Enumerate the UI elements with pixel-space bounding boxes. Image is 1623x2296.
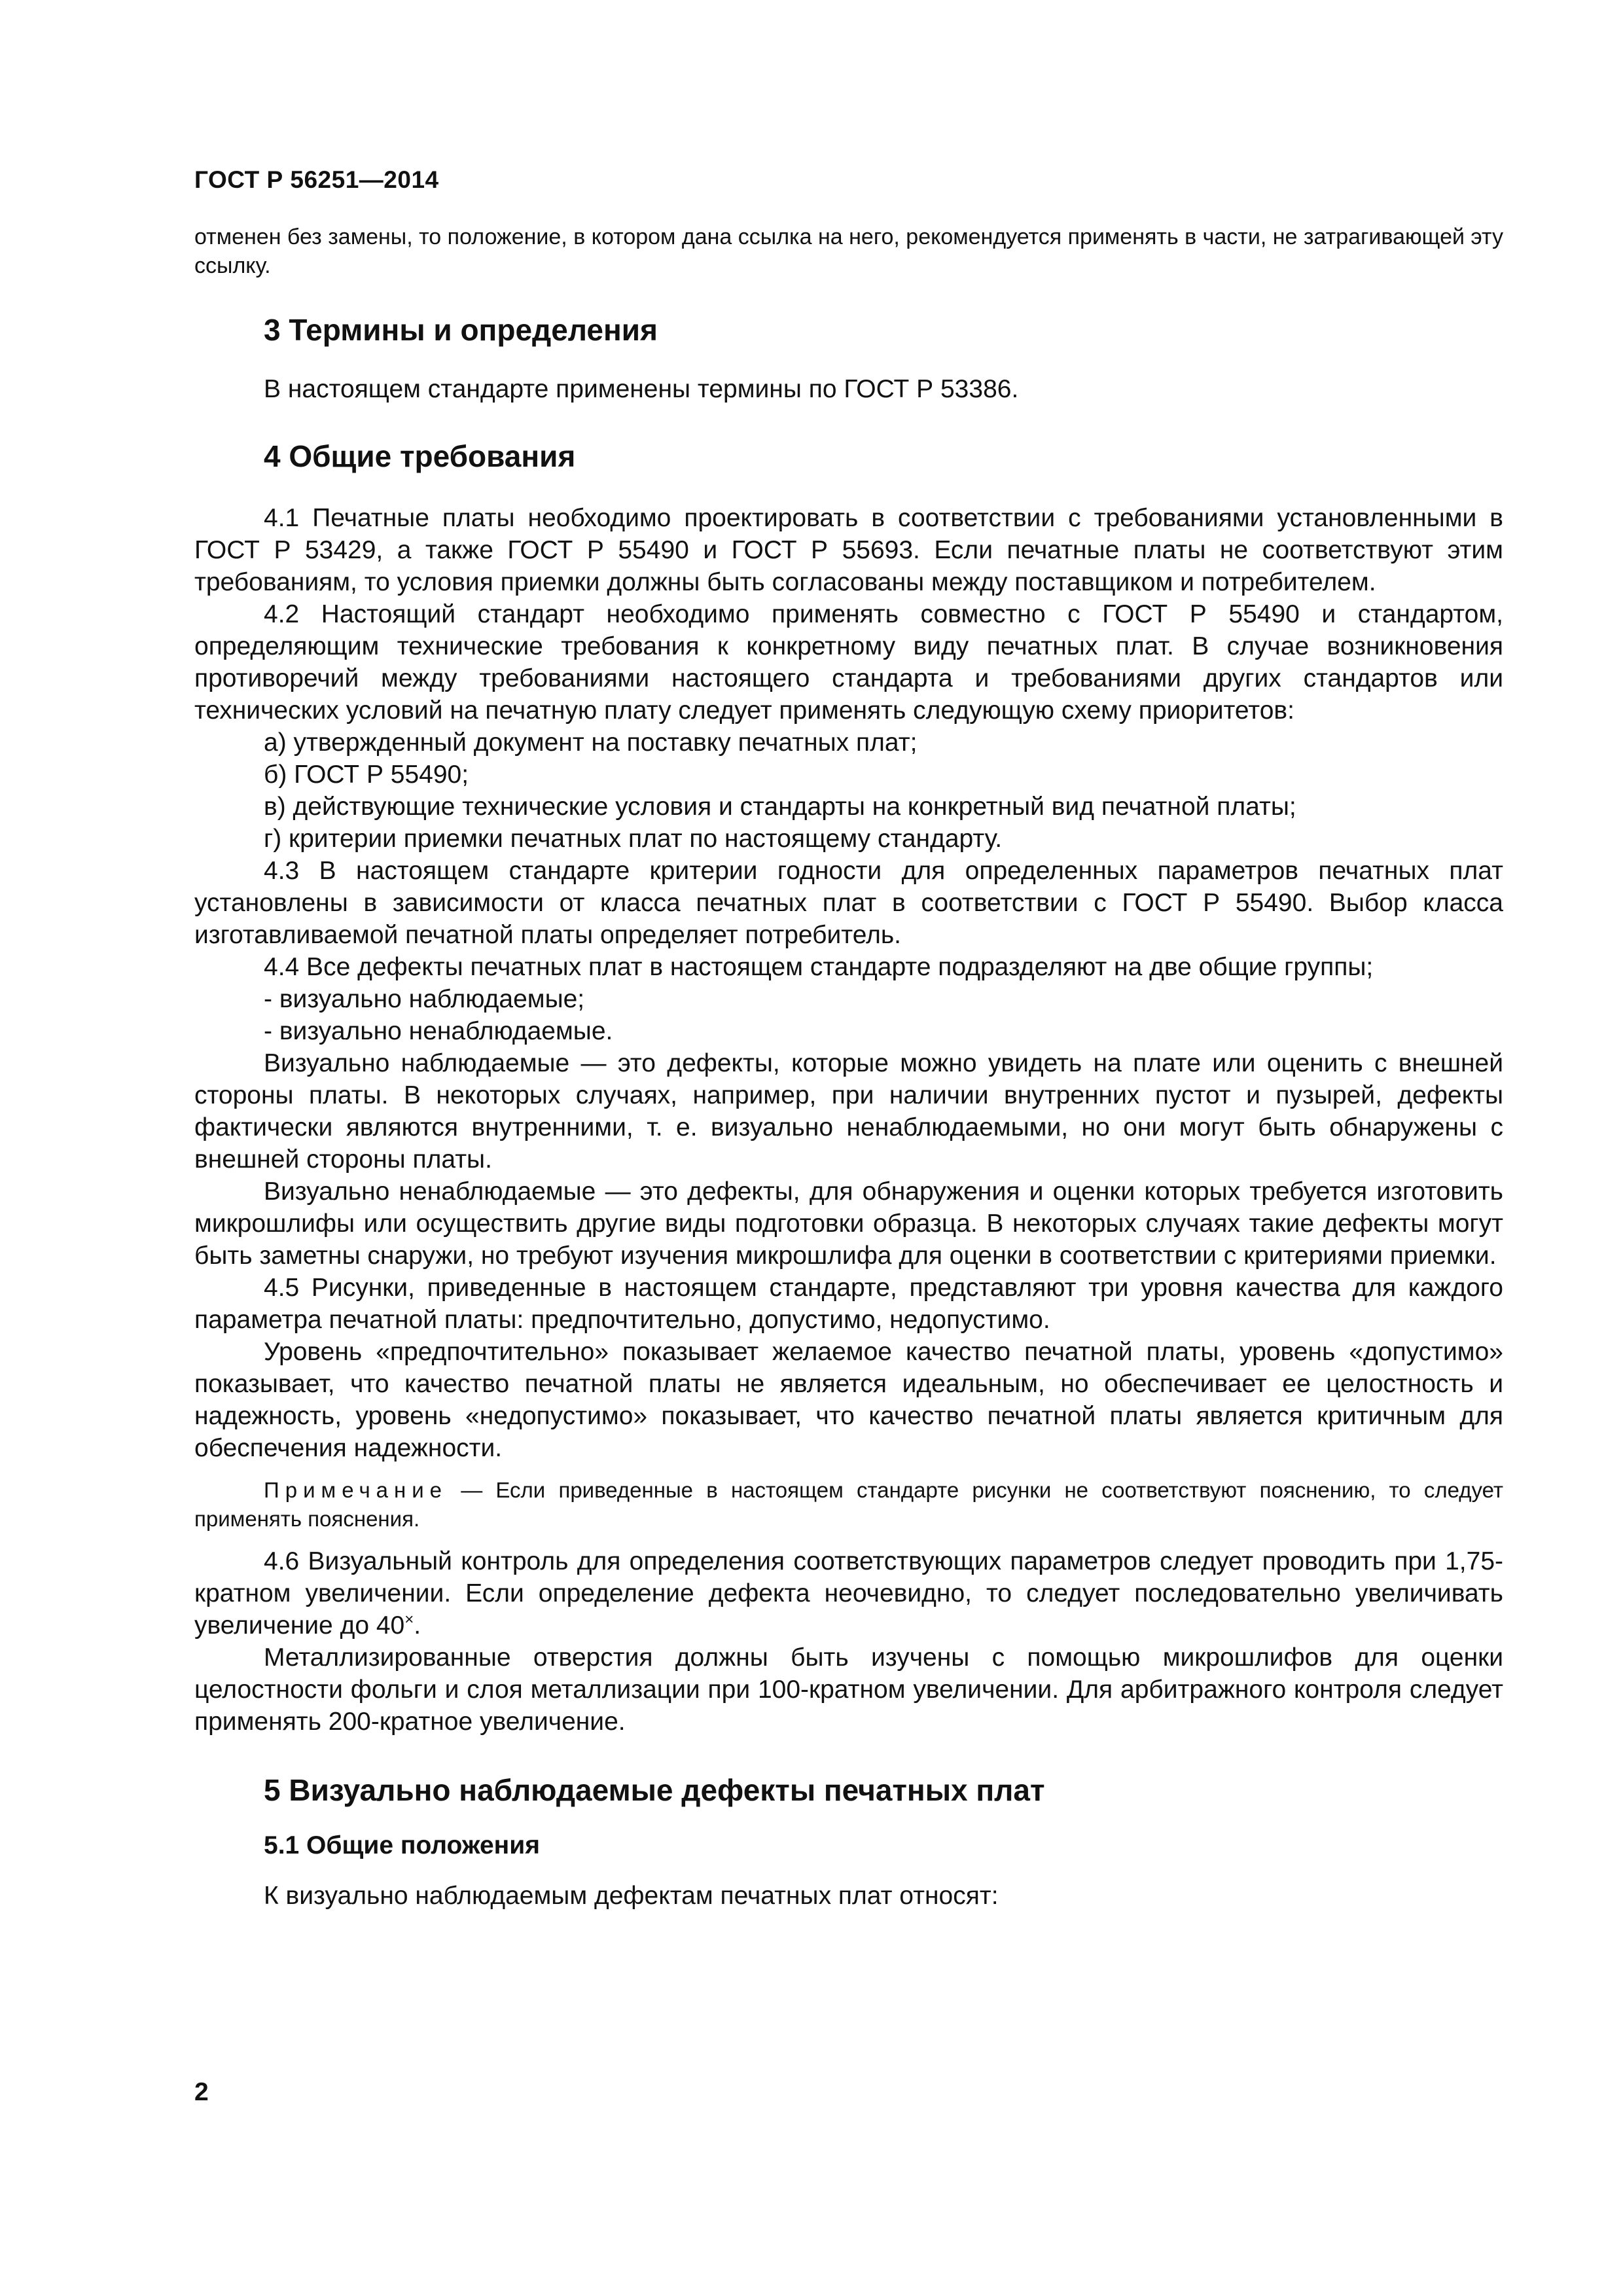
note-label: Примечание [264, 1478, 448, 1502]
paragraph-microsections: Металлизированные отверстия должны быть изучены с помощью микрошлифов для оценки целостности фольги и слоя металлизации при 100-кратном увеличении. Для арбитражного контроля следует применять 200-кратное увеличение. [194, 1643, 1503, 1736]
priority-item-a: а) утвержденный документ на поставку печатных плат; [264, 728, 918, 757]
paragraph-quality-levels: Уровень «предпочтительно» показывает желаемое качество печатной платы, уровень «допустимо» показывает, что качество печатной платы не является идеальным, но обеспечивает ее целостность и надежность, уровень «недопустимо» показывает, что качество печатной платы является критичным для обеспечения надежности. [194, 1338, 1503, 1462]
note-text: — Если приведенные в настоящем стандарте рисунки не соответствуют пояснению, то следует применять пояснения. [194, 1478, 1503, 1531]
paragraph-4-1: 4.1 Печатные платы необходимо проектировать в соответствии с требованиями установленными в ГОСТ Р 53429, а также ГОСТ Р 55490 и ГОСТ Р 55693. Если печатные платы не соответствуют этим требованиям, то условия приемки должны быть согласованы между поставщиком и потребителем. [194, 504, 1503, 596]
page-number: 2 [194, 2078, 209, 2106]
section-5-title: 5 Визуально наблюдаемые дефекты печатных плат [264, 1773, 1045, 1807]
section-4-title: 4 Общие требования [264, 439, 576, 473]
section-3-title: 3 Термины и определения [264, 313, 658, 347]
note [194, 1476, 1503, 1534]
paragraph-hidden-defects: Визуально ненаблюдаемые — это дефекты, для обнаружения и оценки которых требуется изготовить микрошлифы или осуществить другие виды подготовки образца. В некоторых случаях такие дефекты могут быть заметны снаружи, но требуют изучения микрошлифа для оценки в соответствии с критериями приемки. [194, 1177, 1503, 1270]
defect-group-hidden: - визуально ненаблюдаемые. [264, 1017, 613, 1045]
paragraph-4-6-text: 4.6 Визуальный контроль для определения соответствующих параметров следует проводить при 1,75-кратном увеличении. Если определение дефекта неочевидно, то следует последовательно увеличивать увеличение до 40 [194, 1547, 1503, 1640]
priority-item-c: в) действующие технические условия и стандарты на конкретный вид печатной платы; [264, 793, 1296, 821]
priority-item-b: б) ГОСТ Р 55490; [264, 761, 469, 789]
paragraph-4-4: 4.4 Все дефекты печатных плат в настоящем стандарте подразделяют на две общие группы; [264, 953, 1374, 981]
paragraph-4-6 [194, 1545, 1503, 1641]
section-5-1-text: К визуально наблюдаемым дефектам печатных плат относят: [264, 1882, 999, 1910]
section-3-text: В настоящем стандарте применены термины по ГОСТ Р 53386. [264, 375, 1019, 403]
page-header: ГОСТ Р 56251—2014 [194, 166, 439, 193]
magnification-sup: × [404, 1611, 414, 1628]
paragraph-4-5: 4.5 Рисунки, приведенные в настоящем стандарте, представляют три уровня качества для каждого параметра печатной платы: предпочтительно, допустимо, недопустимо. [194, 1274, 1503, 1334]
paragraph-4-6-end: . [414, 1611, 421, 1640]
page-content [194, 223, 1503, 1912]
paragraph-visible-defects: Визуально наблюдаемые — это дефекты, которые можно увидеть на плате или оценить с внешней стороны платы. В некоторых случаях, например, при наличии внутренних пустот и пузырей, дефекты фактически являются внутренними, т. е. визуально ненаблюдаемыми, но они могут быть обнаружены с внешней стороны платы. [194, 1049, 1503, 1174]
paragraph-4-3: 4.3 В настоящем стандарте критерии годности для определенных параметров печатных плат установлены в зависимости от класса печатных плат в соответствии с ГОСТ Р 55490. Выбор класса изготавливаемой печатной платы определяет потребитель. [194, 857, 1503, 949]
section-5-1-title: 5.1 Общие положения [264, 1831, 540, 1859]
intro-paragraph: отменен без замены, то положение, в котором дана ссылка на него, рекомендуется применять в части, не затрагивающей эту ссылку. [194, 224, 1503, 278]
priority-item-d: г) критерии приемки печатных плат по настоящему стандарту. [264, 825, 1003, 853]
defect-group-visible: - визуально наблюдаемые; [264, 985, 585, 1013]
paragraph-4-2: 4.2 Настоящий стандарт необходимо применять совместно с ГОСТ Р 55490 и стандартом, определяющим технические требования к конкретному виду печатных плат. В случае возникновения противоречий между требованиями настоящего стандарта и требованиями других стандартов или технических условий на печатную плату следует применять следующую схему приоритетов: [194, 600, 1503, 725]
